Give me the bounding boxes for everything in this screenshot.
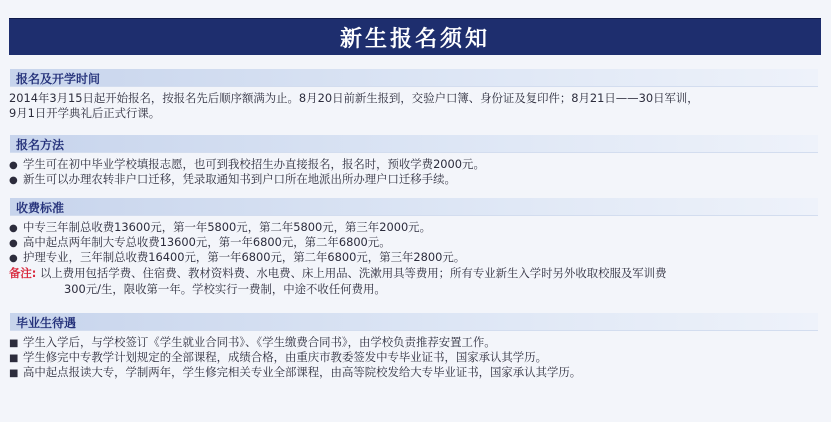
- page-title: 新生报名须知: [339, 26, 490, 52]
- bullet-dot-icon: ●: [9, 160, 18, 171]
- bullet-dot-icon: ●: [9, 253, 18, 264]
- paragraph-line: 2014年3月15日起开始报名，按报名先后顺序额满为止。8月20日前新生报到，交验户口簿、身份证及复印件；8月21日——30日军训，: [9, 91, 699, 105]
- list-item: ● 学生可在初中毕业学校填报志愿，也可到我校招生办直接报名，报名时，预收学费2000元。: [9, 157, 485, 171]
- note-line: 300元/生，限收第一年。学校实行一费制，中途不收任何费用。: [64, 282, 386, 296]
- bullet-dot-icon: ●: [9, 223, 18, 234]
- list-item: ● 护理专业，三年制总收费16400元，第一年6800元，第二年6800元，第三年2800元。: [9, 250, 466, 264]
- paragraph-line: 9月1日开学典礼后正式行课。: [9, 106, 161, 120]
- list-item: ■ 学生修完中专教学计划规定的全部课程，成绩合格，由重庆市教委签发中专毕业证书，国家承认其学历。: [9, 350, 547, 364]
- list-item: ● 新生可以办理农转非户口迁移，凭录取通知书到户口所在地派出所办理户口迁移手续。: [9, 172, 456, 186]
- section-heading-fee-standard: 收费标准: [10, 198, 818, 216]
- page-title-bar: [9, 18, 821, 55]
- list-item: ■ 高中起点报读大专，学制两年，学生修完相关专业全部课程，由高等院校发给大专毕业证书，国家承认其学历。: [9, 365, 582, 379]
- bullet-dot-icon: ●: [9, 175, 18, 186]
- bullet-square-icon: ■: [9, 368, 19, 379]
- list-item: ● 中专三年制总收费13600元，第一年5800元，第二年5800元，第三年2000元。: [9, 220, 431, 234]
- section-heading-enrollment-time: 报名及开学时间: [10, 69, 818, 87]
- bullet-square-icon: ■: [9, 338, 19, 349]
- section-heading-enrollment-method: 报名方法: [10, 135, 818, 153]
- bullet-square-icon: ■: [9, 353, 19, 364]
- bullet-dot-icon: ●: [9, 238, 18, 249]
- list-item: ● 高中起点两年制大专总收费13600元，第一年6800元，第二年6800元。: [9, 235, 391, 249]
- note-label: 备注:: [9, 266, 37, 280]
- list-item: ■ 学生入学后，与学校签订《学生就业合同书》、《学生缴费合同书》，由学校负责推荐安置工作。: [9, 335, 496, 349]
- section-heading-graduate-benefits: 毕业生待遇: [10, 313, 818, 331]
- note-line: 备注: 以上费用包括学费、住宿费、教材资料费、水电费、床上用品、洗漱用具等费用；所有专业新生入学时另外收取校服及军训费: [9, 266, 667, 280]
